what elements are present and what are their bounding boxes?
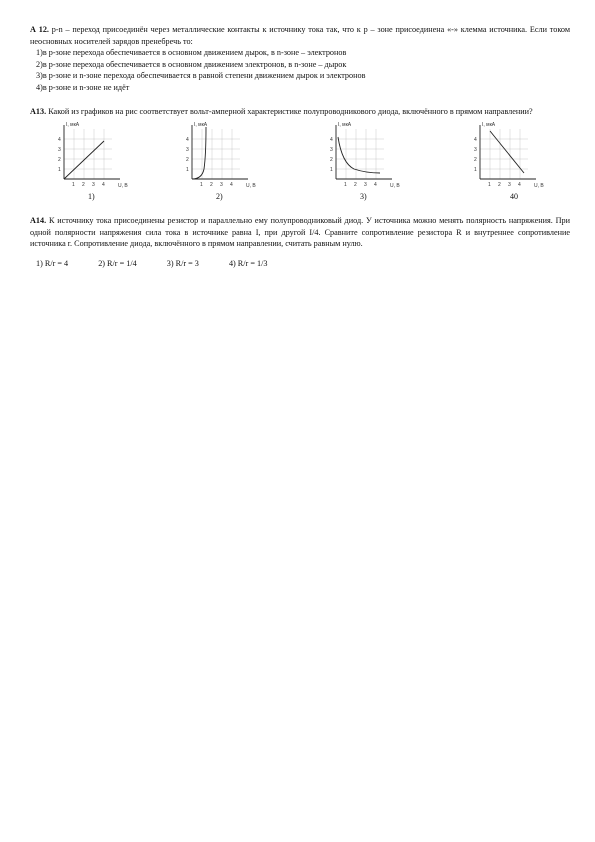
svg-text:2: 2: [210, 182, 213, 189]
worksheet-page: [30, 24, 570, 278]
question-12-option-4: 4)в р-зоне и n-зоне не идёт: [36, 82, 130, 92]
svg-text:U, В: U, В: [390, 183, 400, 190]
svg-text:2: 2: [354, 182, 357, 189]
question-12-option-1: 1)в р-зоне перехода обеспечивается в основном движением дырок, в n-зоне – электронов: [36, 48, 347, 58]
svg-text:1: 1: [200, 182, 203, 189]
svg-text:3: 3: [508, 182, 511, 189]
question-14-option-4: 4) R/r = 1/3: [228, 259, 268, 269]
question-13-number: А13.: [30, 106, 47, 116]
graph-1: [40, 119, 140, 202]
graphs-row: [30, 119, 570, 203]
question-12-text: p-n – переход присоединён через металлические контакты к источнику тока так, что к р – зоне присоединена «-» клемма источника. Если током неосновных носителей зарядов пренебречь то:: [30, 25, 571, 46]
svg-text:1: 1: [344, 182, 347, 189]
question-14-number: А14.: [30, 216, 47, 226]
question-14-options: [36, 258, 570, 270]
svg-text:3: 3: [364, 182, 367, 189]
graph-3: [312, 119, 412, 202]
question-14: [30, 215, 570, 250]
graph-3-label: 3): [360, 192, 367, 202]
question-13: [30, 106, 570, 118]
svg-text:2: 2: [498, 182, 501, 189]
svg-text:3: 3: [186, 147, 189, 154]
svg-text:I, мкА: I, мкА: [194, 122, 208, 129]
svg-text:1: 1: [488, 182, 491, 189]
svg-text:3: 3: [220, 182, 223, 189]
svg-text:1: 1: [186, 167, 189, 174]
graph-4-curve: [490, 131, 524, 173]
svg-text:3: 3: [58, 147, 61, 154]
graph-2: [168, 119, 268, 202]
svg-text:I, мкА: I, мкА: [482, 122, 496, 129]
svg-text:4: 4: [518, 182, 521, 189]
graph-1-x-label: U, В: [118, 183, 128, 190]
graph-3-curve: [338, 137, 380, 173]
svg-text:I, мкА: I, мкА: [338, 122, 352, 129]
question-12-option-3: 3)в р-зоне и n-зоне перехода обеспечивается в равной степени движением дырок и электронов: [36, 71, 366, 81]
svg-text:1: 1: [72, 182, 75, 189]
svg-text:2: 2: [58, 157, 61, 164]
svg-text:4: 4: [230, 182, 233, 189]
svg-text:3: 3: [92, 182, 95, 189]
svg-text:4: 4: [58, 137, 61, 144]
svg-text:U, В: U, В: [534, 183, 544, 190]
graph-4-label: 40: [510, 192, 518, 202]
svg-text:4: 4: [186, 137, 189, 144]
svg-text:4: 4: [474, 137, 477, 144]
graph-4: [456, 119, 556, 202]
svg-text:1: 1: [330, 167, 333, 174]
graph-1-label: 1): [88, 192, 95, 202]
svg-text:4: 4: [330, 137, 333, 144]
graph-2-curve: [192, 127, 206, 179]
question-12-number: А 12.: [30, 25, 49, 34]
svg-text:2: 2: [82, 182, 85, 189]
question-14-option-2: 2) R/r = 1/4: [98, 259, 137, 269]
svg-text:2: 2: [474, 157, 477, 164]
svg-text:U, В: U, В: [246, 183, 256, 190]
question-12: [30, 24, 570, 47]
graph-1-y-label: I, мкА: [66, 122, 80, 129]
svg-text:3: 3: [330, 147, 333, 154]
svg-text:2: 2: [186, 157, 189, 164]
svg-text:3: 3: [474, 147, 477, 154]
question-12-option-2: 2)в р-зоне перехода обеспечивается в основном движением электронов, в n-зоне – дырок: [36, 59, 347, 69]
graph-2-label: 2): [216, 192, 223, 202]
svg-text:1: 1: [474, 167, 477, 174]
question-14-option-3: 3) R/r = 3: [166, 259, 199, 269]
svg-text:2: 2: [330, 157, 333, 164]
question-13-text: Какой из графиков на рис соответствует вольт-амперной характеристике полупроводникового диода, включённого в прямом направлении?: [48, 106, 533, 116]
svg-text:1: 1: [58, 167, 61, 174]
svg-text:4: 4: [374, 182, 377, 189]
question-14-option-1: 1) R/r = 4: [36, 259, 69, 269]
svg-text:4: 4: [102, 182, 105, 189]
question-14-text: К источнику тока присоединены резистор и параллельно ему полупроводниковый диод. У источника можно менять полярность напряжения. При одной полярности напряжения сила тока в источнике равна I, при другой I/4. Сравните сопротивление резистора R и внутреннее сопротивление источника r. Сопротивление диода, включённого в прямом направлении, считать равным нулю.: [30, 216, 570, 249]
